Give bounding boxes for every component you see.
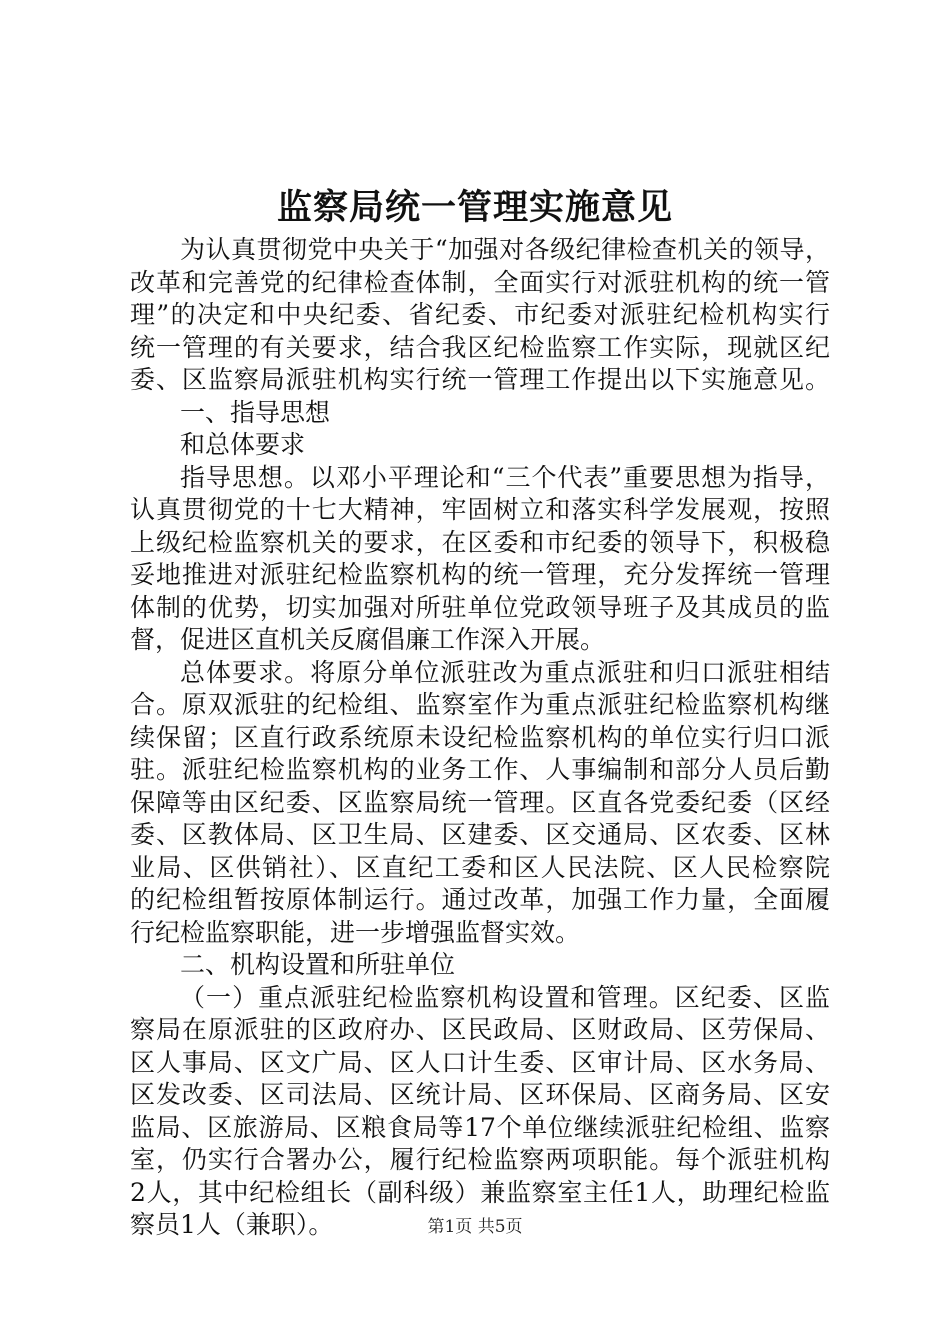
text-line: 委、区教体局、区卫生局、区建委、区交通局、区农委、区林 bbox=[130, 820, 830, 849]
text-line: 察局在原派驻的区政府办、区民政局、区财政局、区劳保局、 bbox=[130, 1015, 830, 1044]
text-line: 理”的决定和中央纪委、省纪委、市纪委对派驻纪检机构实行 bbox=[130, 300, 830, 329]
text-line: 保障等由区纪委、区监察局统一管理。区直各党委纪委（区经 bbox=[130, 787, 830, 817]
text-line: 认真贯彻党的十七大精神，牢固树立和落实科学发展观，按照 bbox=[130, 495, 830, 524]
text-line: 的纪检组暂按原体制运行。通过改革，加强工作力量，全面履 bbox=[130, 885, 830, 914]
text-line: 总体要求。将原分单位派驻改为重点派驻和归口派驻相结 bbox=[180, 657, 830, 687]
text-line: 区发改委、区司法局、区统计局、区环保局、区商务局、区安 bbox=[130, 1080, 830, 1109]
page-footer: 第1页 共5页 bbox=[427, 1217, 523, 1237]
text-line: 区人事局、区文广局、区人口计生委、区审计局、区水务局、 bbox=[130, 1047, 830, 1077]
text-line: 2人，其中纪检组长（副科级）兼监察室主任1人，助理纪检监 bbox=[130, 1177, 830, 1207]
text-line: 为认真贯彻党中央关于“加强对各级纪律检查机关的领导， bbox=[180, 235, 830, 264]
section-heading: 二、机构设置和所驻单位 bbox=[180, 950, 456, 979]
text-line: 室，仍实行合署办公，履行纪检监察两项职能。每个派驻机构 bbox=[130, 1145, 830, 1174]
text-line: 统一管理的有关要求，结合我区纪检监察工作实际，现就区纪 bbox=[130, 332, 830, 362]
text-line: 驻。派驻纪检监察机构的业务工作、人事编制和部分人员后勤 bbox=[130, 755, 830, 784]
document-title: 监察局统一管理实施意见 bbox=[276, 187, 673, 228]
text-line: 上级纪检监察机关的要求，在区委和市纪委的领导下，积极稳 bbox=[130, 527, 830, 557]
text-line: 察员1人（兼职）。 bbox=[130, 1210, 334, 1239]
section-heading-continued: 和总体要求 bbox=[180, 430, 306, 459]
text-line: 行纪检监察职能，进一步增强监督实效。 bbox=[130, 917, 581, 947]
text-line: 合。原双派驻的纪检组、监察室作为重点派驻纪检监察机构继 bbox=[130, 690, 830, 719]
text-line: （一）重点派驻纪检监察机构设置和管理。区纪委、区监 bbox=[180, 982, 830, 1012]
document-body bbox=[130, 234, 830, 1242]
text-line: 续保留；区直行政系统原未设纪检监察机构的单位实行归口派 bbox=[130, 722, 830, 752]
text-line: 体制的优势，切实加强对所驻单位党政领导班子及其成员的监 bbox=[130, 592, 830, 622]
text-line: 委、区监察局派驻机构实行统一管理工作提出以下实施意见。 bbox=[130, 365, 830, 394]
text-line: 指导思想。以邓小平理论和“三个代表”重要思想为指导， bbox=[180, 462, 830, 492]
text-line: 监局、区旅游局、区粮食局等17个单位继续派驻纪检组、监察 bbox=[130, 1112, 830, 1142]
text-line: 妥地推进对派驻纪检监察机构的统一管理，充分发挥统一管理 bbox=[130, 560, 830, 589]
section-heading: 一、指导思想 bbox=[180, 397, 331, 427]
text-line: 改革和完善党的纪律检查体制，全面实行对派驻机构的统一管 bbox=[130, 267, 830, 297]
text-line: 业局、区供销社）、区直纪工委和区人民法院、区人民检察院 bbox=[130, 852, 830, 882]
text-line: 督，促进区直机关反腐倡廉工作深入开展。 bbox=[130, 625, 606, 654]
